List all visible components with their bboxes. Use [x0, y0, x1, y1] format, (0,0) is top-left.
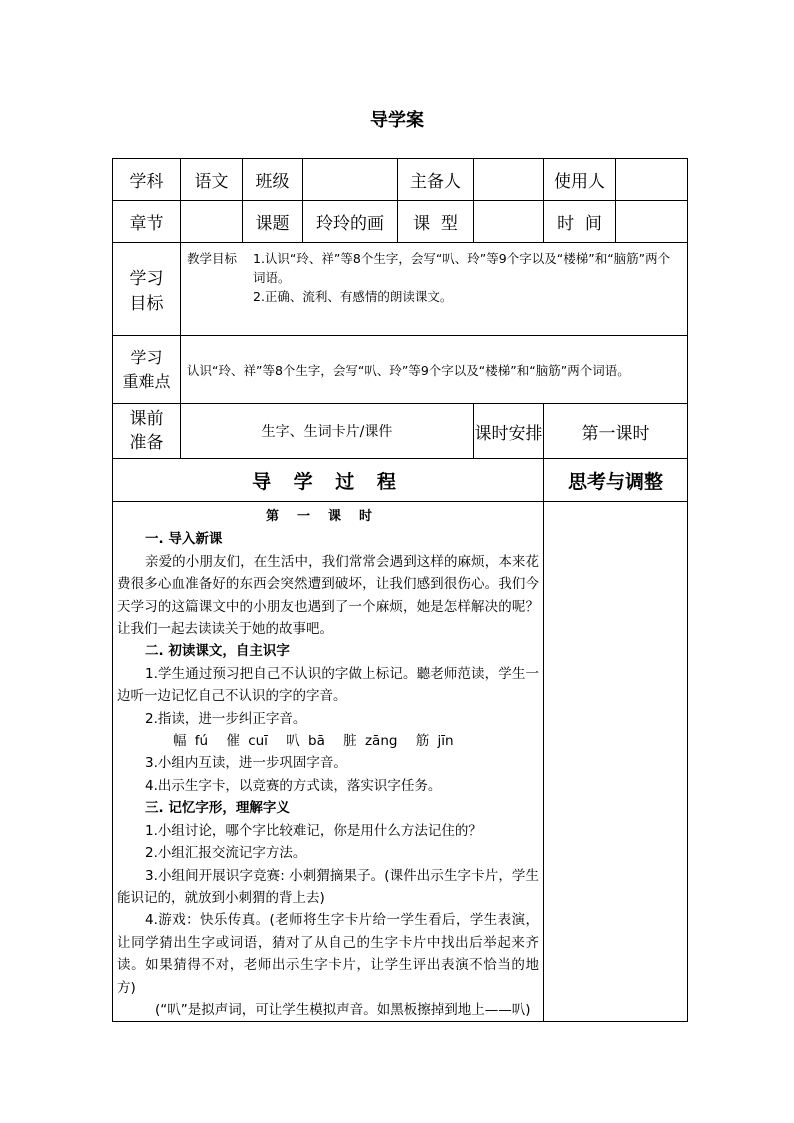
prep-row	[113, 404, 688, 459]
adjust-column	[544, 502, 688, 1022]
goals-content	[181, 243, 688, 336]
key-points-text: 认识“玲、祥”等8个生字，会写“叭、玲”等9个字以及“楼梯”和“脑筋”两个词语。	[181, 336, 688, 404]
process-body-row	[113, 502, 688, 1022]
section-3-item-5: (“叭”是拟声词，可让学生模拟声音。如黑板擦掉到地上——叭)	[155, 1001, 531, 1018]
user-label: 使用人	[544, 159, 616, 201]
key-points-row	[113, 336, 688, 404]
adjust-header: 思考与调整	[544, 459, 688, 502]
section-1-text: 亲爱的小朋友们，在生活中，我们常常会遇到这样的麻烦，本来花费很多心血准备好的东西会突然遭到破坏，让我们感到很伤心。我们今天学习的这篇课文中的小朋友也遇到了一个麻烦，她是怎样解决的呢？让我们一起去读读关于她的故事吧。	[117, 553, 539, 638]
section-2-item-3: 3.小组内互读，进一步巩固字音。	[145, 755, 347, 772]
goal-item-2: 2.正确、流利、有感情的朗读课文。	[253, 289, 453, 304]
goals-prefix: 教学目标	[187, 251, 238, 266]
section-3-title: 三. 记忆字形，理解字义	[145, 800, 290, 817]
class-label: 班级	[243, 159, 303, 201]
time-label: 时 间	[544, 201, 616, 243]
schedule-label: 课时安排	[474, 404, 544, 459]
chapter-value	[181, 201, 243, 243]
process-content	[113, 502, 544, 1022]
preparer-value	[474, 159, 544, 201]
header-row-1	[113, 159, 688, 201]
schedule-value: 第一课时	[544, 404, 688, 459]
pinyin-list	[117, 730, 539, 752]
pinyin-item: 筋 jīn	[415, 733, 454, 750]
prep-value: 生字、生词卡片/课件	[181, 404, 474, 459]
subject-label: 学科	[113, 159, 181, 201]
process-header: 导 学 过 程	[113, 459, 544, 502]
section-3-item-2: 2.小组汇报交流记字方法。	[145, 845, 307, 862]
topic-value: 玲玲的画	[303, 201, 398, 243]
time-value	[616, 201, 688, 243]
pinyin-item: 催 cuī	[226, 733, 268, 750]
chapter-label: 章节	[113, 201, 181, 243]
goals-label: 学习 目标	[113, 243, 181, 336]
type-value	[474, 201, 544, 243]
lesson-plan-table	[112, 158, 688, 1022]
preparer-label: 主备人	[398, 159, 474, 201]
section-2-item-2: 2.指读，进一步纠正字音。	[145, 710, 307, 727]
section-2-item-1: 1.学生通过预习把自己不认识的字做上标记。聽老师范读，学生一边听一边记忆自己不认识的字的字音。	[117, 665, 539, 705]
section-3-item-1: 1.小组讨论，哪个字比较难记，你是用什么方法记住的？	[145, 822, 482, 839]
process-header-row	[113, 459, 688, 502]
section-3-item-3: 3.小组间开展识字竞赛: 小刺猬摘果子。(课件出示生字卡片，学生能识记的，就放到小刺猬的背上去)	[117, 867, 539, 906]
pinyin-item: 叭 bā	[286, 733, 325, 750]
lesson-heading: 第一课时	[265, 509, 390, 524]
goal-item-1: 1.认识“玲、祥”等8个生字，会写“叭、玲”等9个字以及“楼梯”和“脑筋”两个词语。	[253, 251, 671, 285]
topic-label: 课题	[243, 201, 303, 243]
document-title: 导学案	[370, 110, 424, 131]
pinyin-item: 脏 zāng	[343, 733, 398, 750]
pinyin-item: 幅 fú	[173, 733, 209, 750]
section-2-item-4: 4.出示生字卡，以竞赛的方式读，落实识字任务。	[145, 777, 442, 794]
section-2-title: 二. 初读课文，自主识字	[145, 643, 290, 660]
section-1-title: 一. 导入新课	[145, 531, 223, 548]
goals-row	[113, 243, 688, 336]
header-row-2	[113, 201, 688, 243]
key-points-label: 学习 重难点	[113, 336, 181, 404]
prep-label: 课前 准备	[113, 404, 181, 459]
type-label: 课 型	[398, 201, 474, 243]
section-3-item-4: 4.游戏：快乐传真。(老师将生字卡片给一学生看后，学生表演，让同学猜出生字或词语，猜对了从自己的生字卡片中找出后举起来齐读。如果猜得不对，老师出示生字卡片，让学生评出表演不恰当的地方)	[117, 912, 539, 996]
user-value	[616, 159, 688, 201]
subject-value: 语文	[181, 159, 243, 201]
class-value	[303, 159, 398, 201]
